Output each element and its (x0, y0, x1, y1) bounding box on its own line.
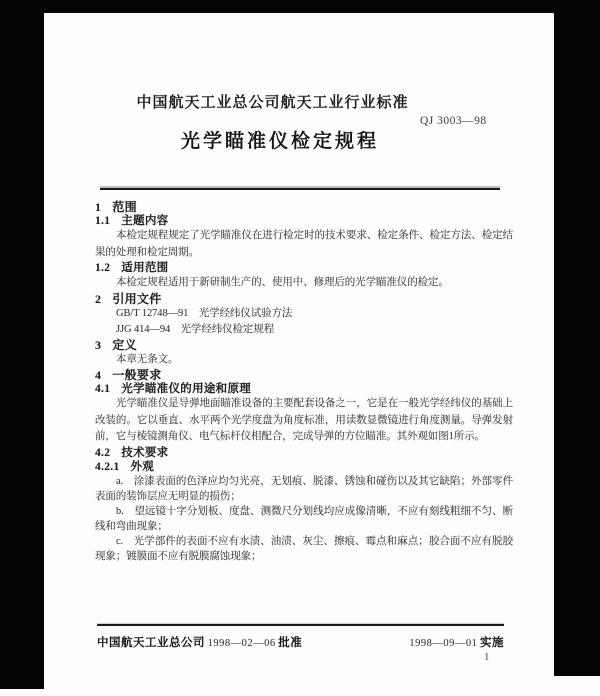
section-title: 技术要求 (121, 446, 169, 459)
section-number: 1.1 (95, 215, 111, 227)
approval-date: 1998—02—06 (207, 638, 276, 649)
section-title: 一般要求 (112, 368, 162, 382)
section-number: 3 (95, 337, 102, 352)
section-title: 主题内容 (121, 215, 169, 227)
section-number: 4 (95, 368, 102, 382)
list-item-c: c. 光学部件的表面不应有水渍、油渍、灰尘、擦痕、霉点和麻点；胶合面不应有脱胶现象；镀膜面不应有脱膜腐蚀现象； (95, 535, 513, 562)
paragraph-definitions: 本章无条文。 (116, 353, 179, 365)
footer-rule (97, 624, 504, 626)
approval-label: 批准 (278, 637, 303, 649)
implementation-statement (409, 634, 504, 650)
section-title: 引用文件 (112, 291, 162, 306)
reference-jjg414: JJG 414—94 光学经纬仪检定规程 (116, 323, 275, 335)
document-title: 光学瞄准仪检定规程 (180, 131, 379, 152)
org-standard-line: 中国航天工业总公司航天工业行业标准 (136, 95, 409, 111)
section-heading-references (95, 292, 513, 306)
section-heading-applicability (95, 261, 513, 275)
section-heading-subject (95, 214, 513, 228)
paragraph-applicability: 本检定规程适用于新研制生产的、使用中、修理后的光学瞄准仪的检定。 (116, 277, 449, 288)
scan-edge-top (0, 0, 600, 13)
list-item-a: a. 涂漆表面的色泽应均匀光亮，无划痕、脱漆、锈蚀和碰伤以及其它缺陷；外部零件表面的装饰层应无明显的损伤； (95, 475, 513, 502)
section-title: 适用范围 (121, 262, 169, 274)
section-number: 2 (95, 291, 102, 306)
section-title: 光学瞄准仪的用途和原理 (121, 383, 252, 395)
section-title: 外观 (130, 460, 155, 473)
standard-number: QJ 3003—98 (420, 115, 487, 127)
footer (97, 634, 504, 650)
section-number: 1 (95, 200, 102, 214)
section-number: 4.2.1 (95, 460, 120, 473)
approval-org: 中国航天工业总公司 (97, 637, 205, 649)
section-number: 4.2 (95, 446, 111, 459)
section-heading-scope (95, 200, 513, 214)
header-rule (100, 188, 500, 190)
section-heading-general-requirements (95, 368, 513, 382)
implementation-label: 实施 (480, 637, 504, 649)
page-number: 1 (484, 651, 490, 663)
section-number: 1.2 (95, 262, 111, 274)
implementation-date: 1998—09—01 (409, 638, 478, 649)
paragraph-subject-content: 本检定规程规定了光学瞄准仪在进行检定时的技术要求、检定条件、检定方法、检定结果的处理和检定周期。 (95, 230, 513, 258)
section-heading-appearance (95, 460, 513, 474)
section-heading-purpose-principle (95, 382, 513, 396)
document-body (95, 200, 513, 564)
scan-edge-right (554, 13, 600, 676)
section-title: 范围 (112, 200, 137, 214)
list-item-b: b. 望远镜十字分划板、度盘、测微尺分划线均应成像清晰，不应有刻线粗细不匀、断线和弯曲现象； (95, 505, 513, 532)
approval-statement (97, 634, 302, 650)
section-heading-technical-requirements (95, 446, 513, 460)
section-title: 定义 (112, 337, 137, 352)
section-number: 4.1 (95, 383, 111, 395)
paragraph-purpose-principle: 光学瞄准仪是导弹地面瞄准设备的主要配套设备之一，它是在一般光学经纬仪的基础上改装的。它以垂直、水平两个光学度盘为角度标准，用读数显微镜进行角度测量。导弹发射前，它与棱镜测角仪、电气标杆仪相配合，完成导弹的方位瞄准。其外观如图1所示。 (95, 398, 513, 442)
section-heading-definitions (95, 338, 513, 352)
reference-gbt12748: GB/T 12748—91 光学经纬仪试验方法 (116, 307, 293, 319)
